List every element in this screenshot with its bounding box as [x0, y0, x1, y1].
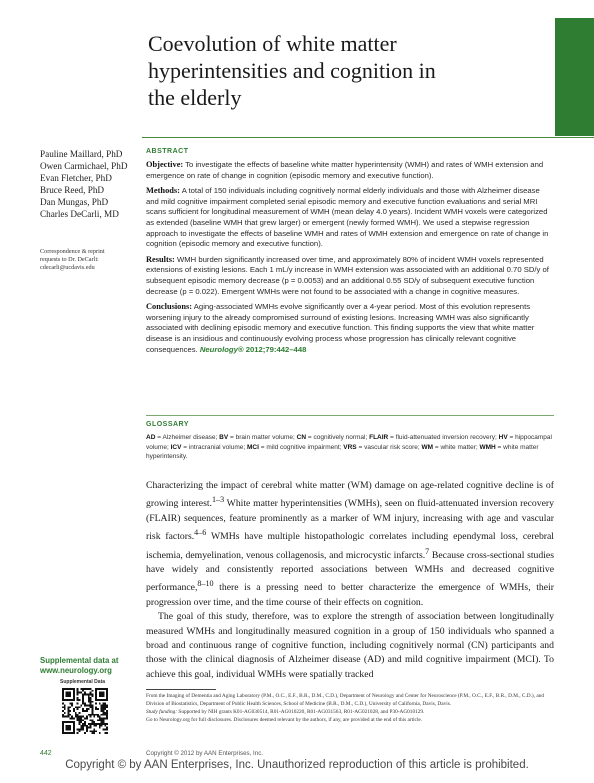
abstract-body: [146, 160, 554, 360]
results-label: Results:: [146, 254, 175, 264]
glossary-abbr: HV: [498, 434, 508, 441]
footnote-divider: [146, 689, 216, 690]
glossary-entry: [297, 434, 369, 441]
copyright-banner: Copyright © by AAN Enterprises, Inc. Unauthorized reproduction of this article is prohibited.: [65, 759, 529, 771]
citation-volume: 2012;79:442–448: [245, 344, 307, 354]
title-divider: [142, 137, 594, 138]
author-name: Pauline Maillard, PhD: [40, 149, 123, 159]
abstract-heading: ABSTRACT: [146, 148, 189, 155]
conclusions-text: Aging-associated WMHs evolve significantly over a 4-year period. Most of this evolution represents worsening injury to the already compromised surround of existing lesions. Increasing WMH was also significantly associated with declining episodic memory and executive function. This finding supports the view that white matter disease is an insidious and continuously evolving process whose progression has clinically relevant cognitive consequences.: [146, 302, 535, 354]
glossary-abbr: BV: [219, 434, 229, 441]
abstract-objective: [146, 160, 554, 181]
objective-text: To investigate the effects of baseline white matter hyperintensity (WMH) and rates of WMH extension and emergence on rate of change in cognition (episodic memory and executive function).: [146, 160, 544, 180]
glossary-entry: [343, 444, 421, 451]
page-number: 442: [40, 750, 52, 757]
glossary-entry: [422, 444, 480, 451]
correspondence-line: Correspondence & reprint: [40, 248, 105, 255]
abstract-results: [146, 255, 554, 297]
glossary-abbr: AD: [146, 434, 156, 441]
body-text-span: Because cross-sectional studies have widely and consistently reported associations between WMHs and decreased cognitive performance,: [146, 549, 554, 594]
glossary-abbr: MCI: [247, 443, 259, 451]
copyright-notice: Copyright © 2012 by AAN Enterprises, Inc.: [146, 750, 264, 757]
glossary-entry: [219, 434, 297, 441]
conclusions-label: Conclusions:: [146, 302, 193, 312]
reference-citation[interactable]: 8–10: [197, 579, 214, 589]
correspondence-note: [40, 248, 140, 272]
glossary-entry: [146, 434, 219, 441]
disclosures-note: Go to Neurology.org for full disclosures. Disclosures deemed relevant by the authors, if any, are provided at the end of this article.: [146, 717, 423, 723]
journal-citation[interactable]: [200, 345, 307, 354]
glossary-definition: = brain matter volume;: [228, 434, 297, 441]
author-name: Evan Fletcher, PhD: [40, 173, 112, 183]
glossary-abbr: VRS: [343, 443, 357, 451]
correspondence-email[interactable]: cdecarli@ucdavis.edu: [40, 264, 95, 271]
glossary-definition: = vascular risk score;: [356, 443, 422, 451]
abstract-conclusions: [146, 302, 554, 355]
glossary-abbr: ICV: [170, 443, 182, 451]
methods-text: A total of 150 individuals including cognitively normal elderly individuals and those with Alzheimer disease and mild cognitive impairment completed serial episodic memory and executive function evaluations and serial MRI scans sufficient for longitudinal measurement of WMH (mean delay 4.0 years). Incident WMH voxels were categorized as extended (baseline WMH that grew larger) or emergent (newly formed WMH). We used a stepwise regression approach to investigate the effects of baseline WMH and rates of WMH extension and emergence on rate of change in cognition (episodic memory and executive function).: [146, 186, 549, 249]
body-paragraph: [146, 479, 554, 610]
glossary-abbr: WMH: [479, 443, 496, 451]
supplemental-data-label: Supplemental Data: [60, 679, 106, 685]
glossary-definition: = mild cognitive impairment;: [258, 443, 344, 451]
body-text-span: there is a pressing need to better characterize the emergence of WMHs, their progression over time, and the time course of their effects on cognition.: [146, 582, 554, 609]
author-name: Charles DeCarli, MD: [40, 209, 119, 219]
glossary-abbr: WM: [421, 443, 434, 451]
glossary-entry: [369, 434, 499, 441]
supplemental-data-link[interactable]: Supplemental data at www.neurology.org: [40, 656, 119, 675]
qr-code-icon[interactable]: [62, 688, 108, 734]
glossary-entry: [247, 444, 343, 451]
glossary-definition: = cognitively normal;: [306, 434, 370, 441]
author-name: Owen Carmichael, PhD: [40, 161, 128, 171]
glossary-definition: = fluid-attenuated inversion recovery;: [388, 434, 499, 441]
glossary-definition: = hippocampal volume;: [146, 434, 552, 451]
body-text-span: WMHs have multiple histopathologic correlates including ependymal loss, cerebral ischemia, demyelination, venous collagenosis, and microcystic infarcts.: [146, 531, 555, 561]
abstract-methods: [146, 186, 554, 250]
glossary-abbr: FLAIR: [369, 434, 389, 441]
reference-citation[interactable]: 1–3: [211, 495, 225, 505]
glossary-definition: = intracranial volume;: [181, 443, 247, 451]
article-body: [146, 479, 554, 682]
author-name: Bruce Reed, PhD: [40, 185, 105, 195]
glossary-definition: = white matter hyperintensity.: [146, 443, 539, 461]
reference-citation[interactable]: 7: [425, 546, 430, 556]
title-line-3: the elderly: [148, 85, 242, 110]
footnotes: [146, 692, 556, 724]
glossary-heading: GLOSSARY: [146, 421, 190, 428]
citation-journal: Neurology®: [199, 344, 244, 354]
funding-note: [146, 708, 556, 716]
funding-text: Supported by NIH grants K01-AG030514, R01-AG010220, R01-AG031563, R01-AG021028, and P30-AG010129.: [178, 709, 425, 715]
body-text-span: Characterizing the impact of cerebral white matter (WM) damage on age-related cognitive decline is of growing interest.: [146, 480, 554, 510]
glossary-definition: = white matter;: [433, 443, 480, 451]
glossary-entry: [171, 444, 247, 451]
objective-label: Objective:: [146, 160, 184, 169]
body-paragraph: The goal of this study, therefore, was to explore the strength of association between longitudinally measured WMHs and longitudinally measured cognition in a group of 150 individuals who spanned a broad and continuous range of cognitive function, including cognitively normal (CN) participants and those with the clinical diagnosis of Alzheimer disease (AD) and mild cognitive impairment (MCI). To achieve this goal, individual WMHs were spatially tracked: [146, 611, 554, 680]
glossary-divider: [146, 415, 554, 416]
glossary-definition: = Alzheimer disease;: [155, 434, 220, 441]
author-name: Dan Mungas, PhD: [40, 197, 109, 207]
methods-label: Methods:: [146, 186, 180, 196]
affiliation-note: From the Imaging of Dementia and Aging Laboratory (P.M., O.C., E.F., B.R., D.M., C.D.), Department of Neurology and Center for Neuroscience (P.M., O.C., E.F., B.R., D.M., C.D.), and Division of Biostatistics, Department of Public Health Sciences, School of Medicine (B.R., D.M., C.D.), University of California, Davis, Davis.: [146, 693, 544, 707]
glossary-abbr: CN: [296, 434, 307, 441]
title-line-1: Coevolution of white matter: [148, 31, 397, 56]
glossary-list: [146, 433, 554, 462]
body-text-span: White matter hyperintensities (WMHs), seen on fluid-attenuated inversion recovery (FLAIR) sequences, feature prominently as a marker of WM injury, increasing with age and vascular risk factors.: [146, 498, 554, 543]
header-accent-bar: [555, 18, 594, 136]
reference-citation[interactable]: 4–6: [194, 528, 207, 538]
correspondence-line: requests to Dr. DeCarli:: [40, 256, 99, 263]
article-title: [148, 30, 548, 111]
results-text: WMH burden significantly increased over time, and approximately 80% of incident WMH voxels represented extensions of existing lesions. Each 1 mL/y increase in WMH extension was associated with an additional 0.70 SD/y of subsequent episodic memory decrease (p = 0.0053) and an additional 0.55 SD/y of subsequent executive function decrease (p = 0.022). Emergent WMHs were not found to be associated with a change in cognitive measures.: [146, 254, 549, 296]
author-list: [40, 148, 145, 220]
title-line-2: hyperintensities and cognition in: [148, 58, 436, 83]
funding-label: Study funding:: [146, 709, 178, 715]
